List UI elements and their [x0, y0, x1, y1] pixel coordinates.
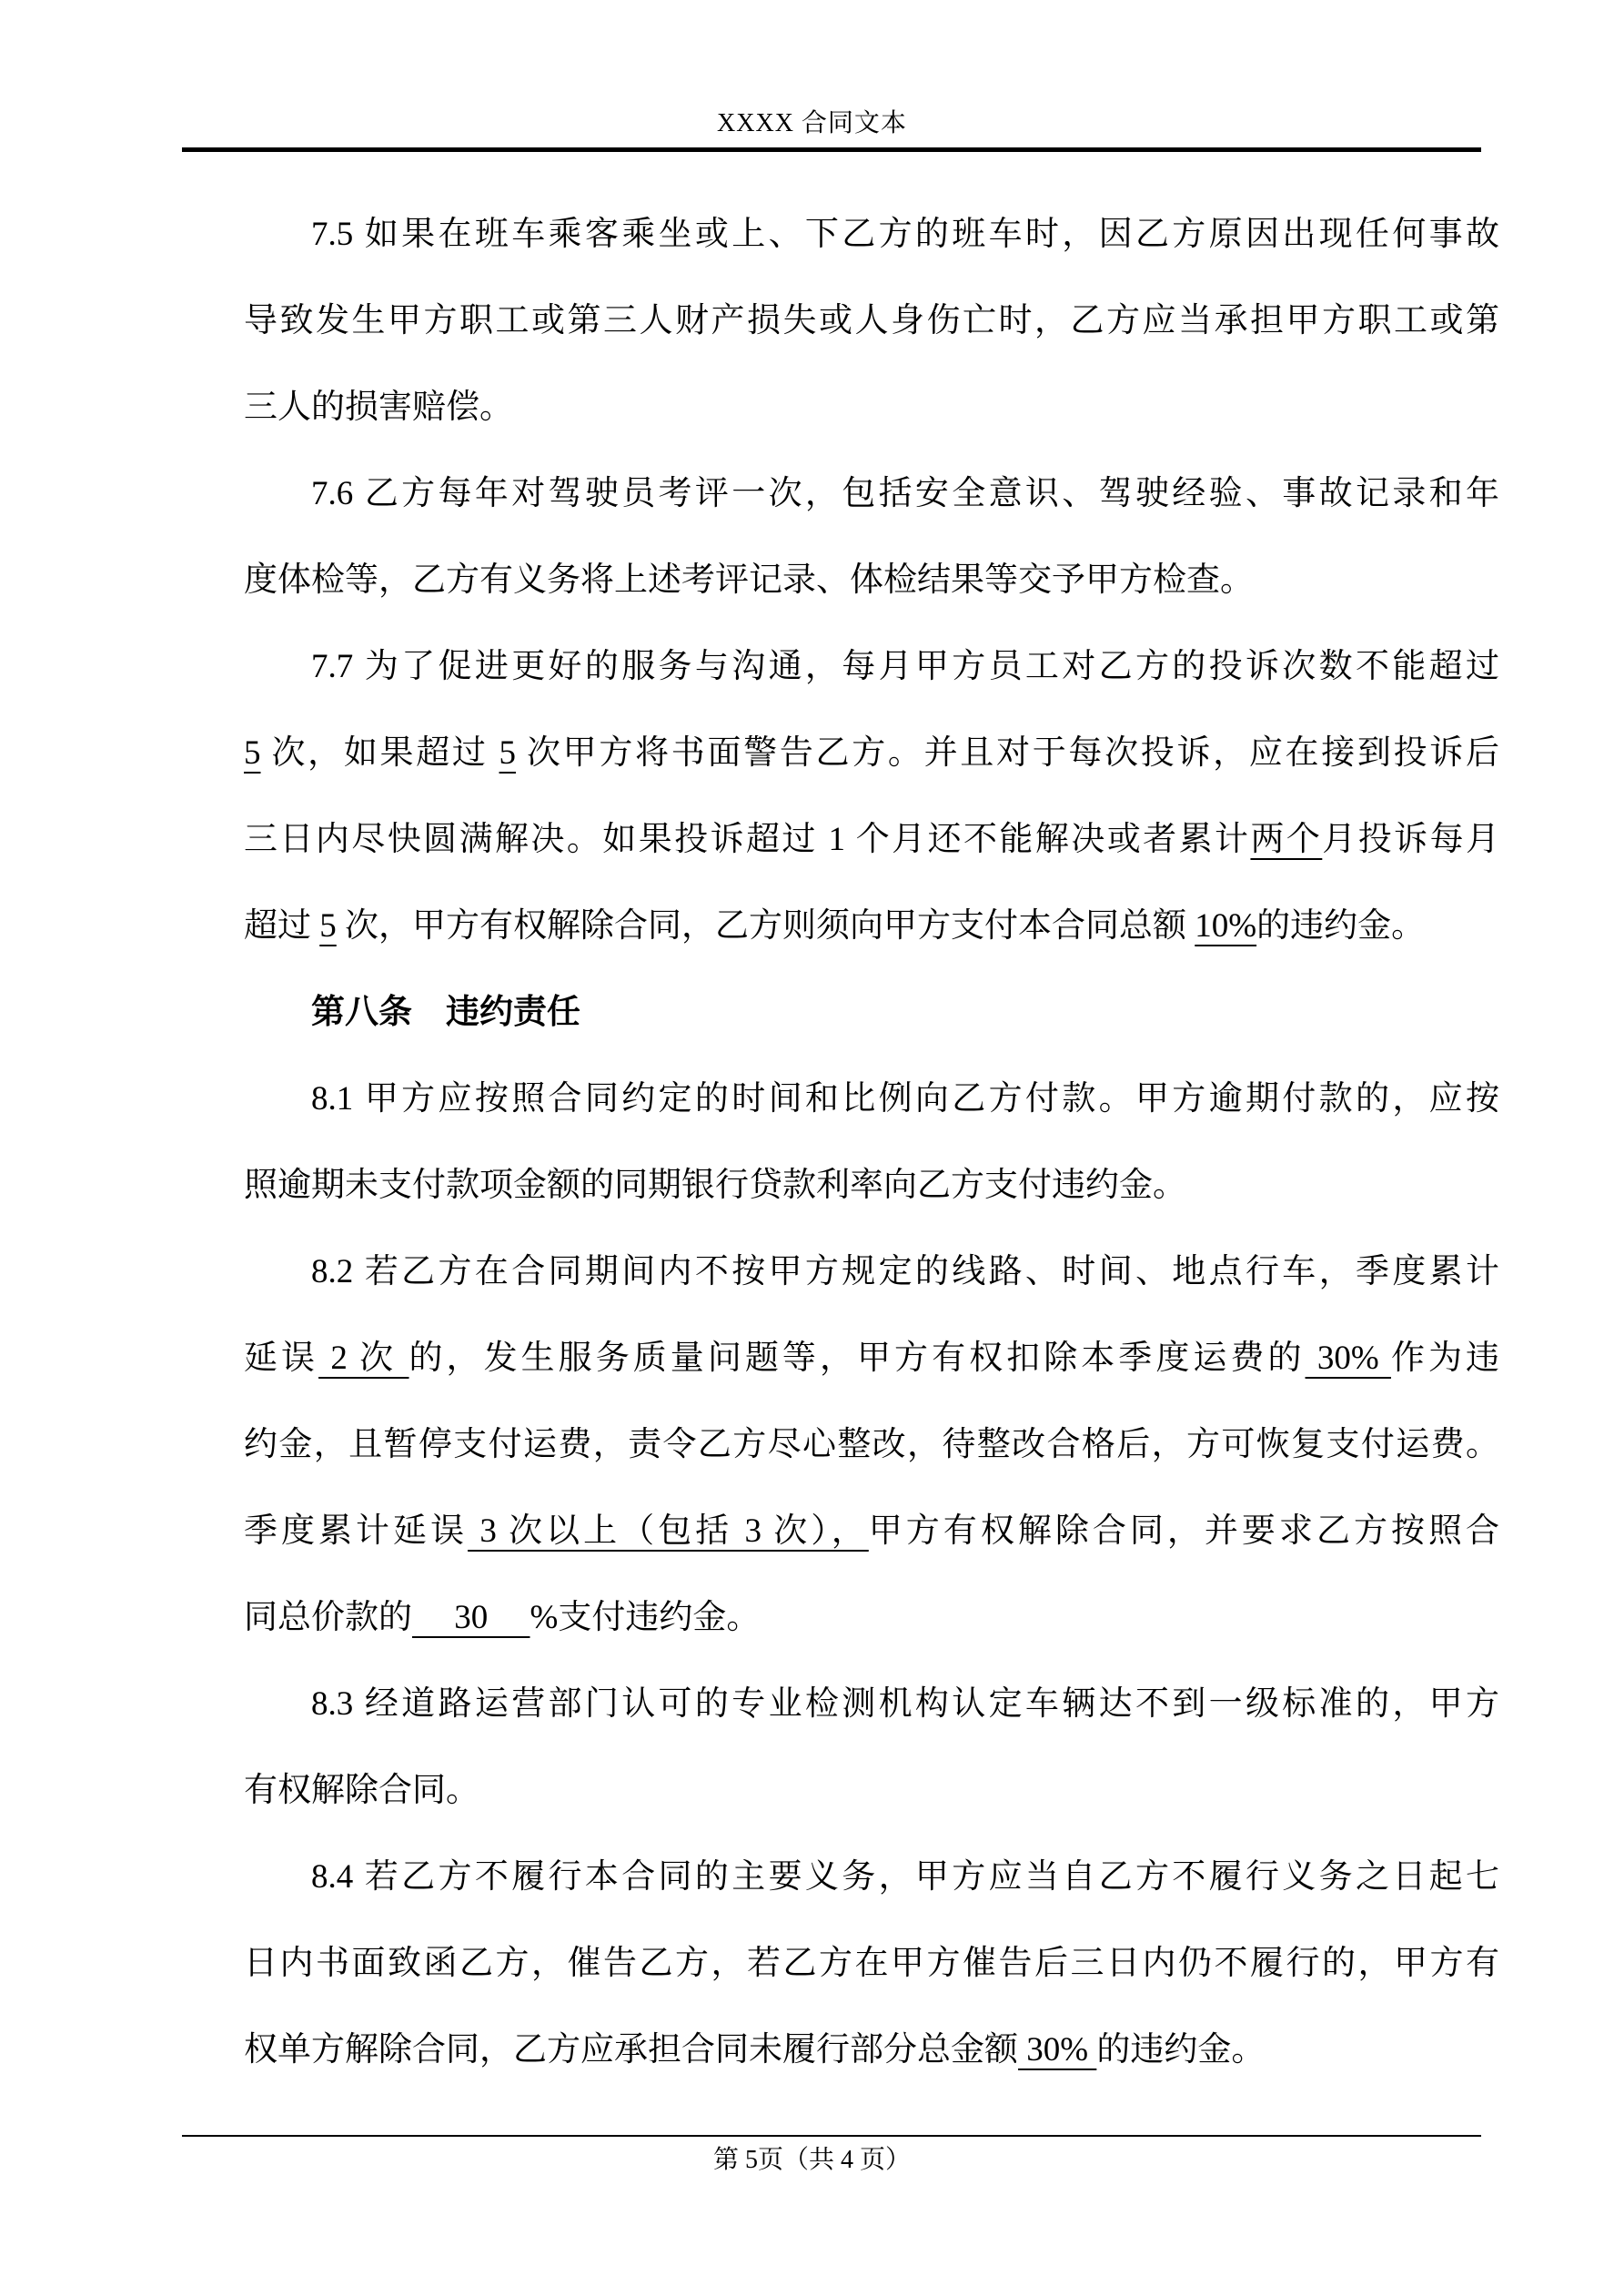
paragraph-line: [244, 1747, 1499, 1834]
text-segment: 次，甲方有权解除合同，乙方则须向甲方支付本合同总额: [336, 907, 1195, 945]
paragraph-line: [244, 1056, 1499, 1142]
paragraph-line: [244, 710, 1499, 796]
text-segment: %支付违约金。: [530, 1599, 761, 1636]
underlined-text: 5: [319, 907, 337, 945]
paragraph-line: [244, 1401, 1499, 1488]
paragraph-line: [244, 2007, 1499, 2093]
paragraph-line: [244, 364, 1499, 450]
paragraph-line: [244, 1920, 1499, 2007]
paragraph-line: [244, 1834, 1499, 1920]
underlined-text: 30%: [1018, 2031, 1097, 2068]
text-segment: 权单方解除合同，乙方应承担合同未履行部分总金额: [244, 2031, 1018, 2068]
text-segment: 作为违: [1390, 1340, 1499, 1377]
paragraph-line: [244, 1661, 1499, 1747]
document-header-title: XXXX 合同文本: [717, 109, 907, 137]
text-segment: 次甲方将书面警告乙方。并且对于每次投诉，应在接到投诉后: [516, 734, 1499, 772]
underlined-text: 10%: [1195, 907, 1257, 945]
text-segment: 照逾期未支付款项金额的同期银行贷款利率向乙方支付违约金。: [244, 1167, 1186, 1204]
paragraph-line: [244, 191, 1499, 278]
section-heading-line: [244, 969, 1499, 1056]
paragraph-line: [244, 883, 1499, 969]
paragraph-line: [244, 1488, 1499, 1574]
paragraph-line: [244, 1229, 1499, 1315]
text-segment: 度体检等，乙方有义务将上述考评记录、体检结果等交予甲方检查。: [244, 561, 1254, 599]
text-segment: 三人的损害赔偿。: [244, 389, 513, 426]
footer-rule: [182, 2135, 1481, 2137]
text-segment: 7.5 如果在班车乘客乘坐或上、下乙方的班车时，因乙方原因出现任何事故: [311, 216, 1499, 253]
underlined-text: 两个: [1250, 821, 1323, 858]
paragraph-line: [244, 796, 1499, 883]
text-segment: 三日内尽快圆满解决。如果投诉超过 1 个月还不能解决或者累计: [244, 821, 1251, 858]
text-segment: 次，如果超过: [260, 734, 499, 772]
text-segment: 的违约金。: [1096, 2031, 1266, 2068]
paragraph-line: [244, 1574, 1499, 1661]
page-number: 第 5页（共 4 页）: [712, 2146, 911, 2174]
paragraph-line: [244, 1142, 1499, 1229]
text-segment: 甲方有权解除合同，并要求乙方按照合: [868, 1512, 1499, 1550]
underlined-text: 30: [412, 1599, 530, 1636]
text-segment: 8.1 甲方应按照合同约定的时间和比例向乙方付款。甲方逾期付款的，应按: [311, 1080, 1499, 1118]
text-segment: 月投诉每月: [1322, 821, 1499, 858]
underlined-text: 30%: [1305, 1340, 1391, 1377]
text-segment: 7.7 为了促进更好的服务与沟通，每月甲方员工对乙方的投诉次数不能超过: [311, 648, 1499, 685]
document-body: [244, 191, 1499, 2093]
text-segment: 约金，且暂停支付运费，责令乙方尽心整改，待整改合格后，方可恢复支付运费。: [244, 1426, 1499, 1463]
text-segment: 7.6 乙方每年对驾驶员考评一次，包括安全意识、驾驶经验、事故记录和年: [311, 475, 1499, 512]
underlined-text: 3 次以上（包括 3 次），: [468, 1512, 869, 1550]
paragraph-line: [244, 1315, 1499, 1401]
underlined-text: 5: [244, 734, 261, 772]
text-segment: 延误: [244, 1340, 319, 1377]
paragraph-line: [244, 623, 1499, 710]
paragraph-line: [244, 278, 1499, 364]
paragraph-line: [244, 450, 1499, 537]
text-segment: 的违约金。: [1256, 907, 1426, 945]
text-segment: 超过: [244, 907, 320, 945]
text-segment: 季度累计延误: [244, 1512, 469, 1550]
text-segment: 的，发生服务质量问题等，甲方有权扣除本季度运费的: [409, 1340, 1306, 1377]
text-segment: 日内书面致函乙方，催告乙方，若乙方在甲方催告后三日内仍不履行的，甲方有: [244, 1945, 1499, 1982]
header-rule: [182, 147, 1481, 152]
paragraph-line: [244, 537, 1499, 623]
text-segment: 8.3 经道路运营部门认可的专业检测机构认定车辆达不到一级标准的，甲方: [311, 1685, 1499, 1723]
text-segment: 第八条 违约责任: [311, 994, 580, 1031]
underlined-text: 2 次: [318, 1340, 409, 1377]
text-segment: 有权解除合同。: [244, 1772, 479, 1809]
text-segment: 8.2 若乙方在合同期间内不按甲方规定的线路、时间、地点行车，季度累计: [311, 1253, 1499, 1290]
text-segment: 导致发生甲方职工或第三人财产损失或人身伤亡时，乙方应当承担甲方职工或第: [244, 302, 1499, 339]
text-segment: 8.4 若乙方不履行本合同的主要义务，甲方应当自乙方不履行义务之日起七: [311, 1858, 1499, 1896]
text-segment: 同总价款的: [244, 1599, 412, 1636]
underlined-text: 5: [499, 734, 517, 772]
